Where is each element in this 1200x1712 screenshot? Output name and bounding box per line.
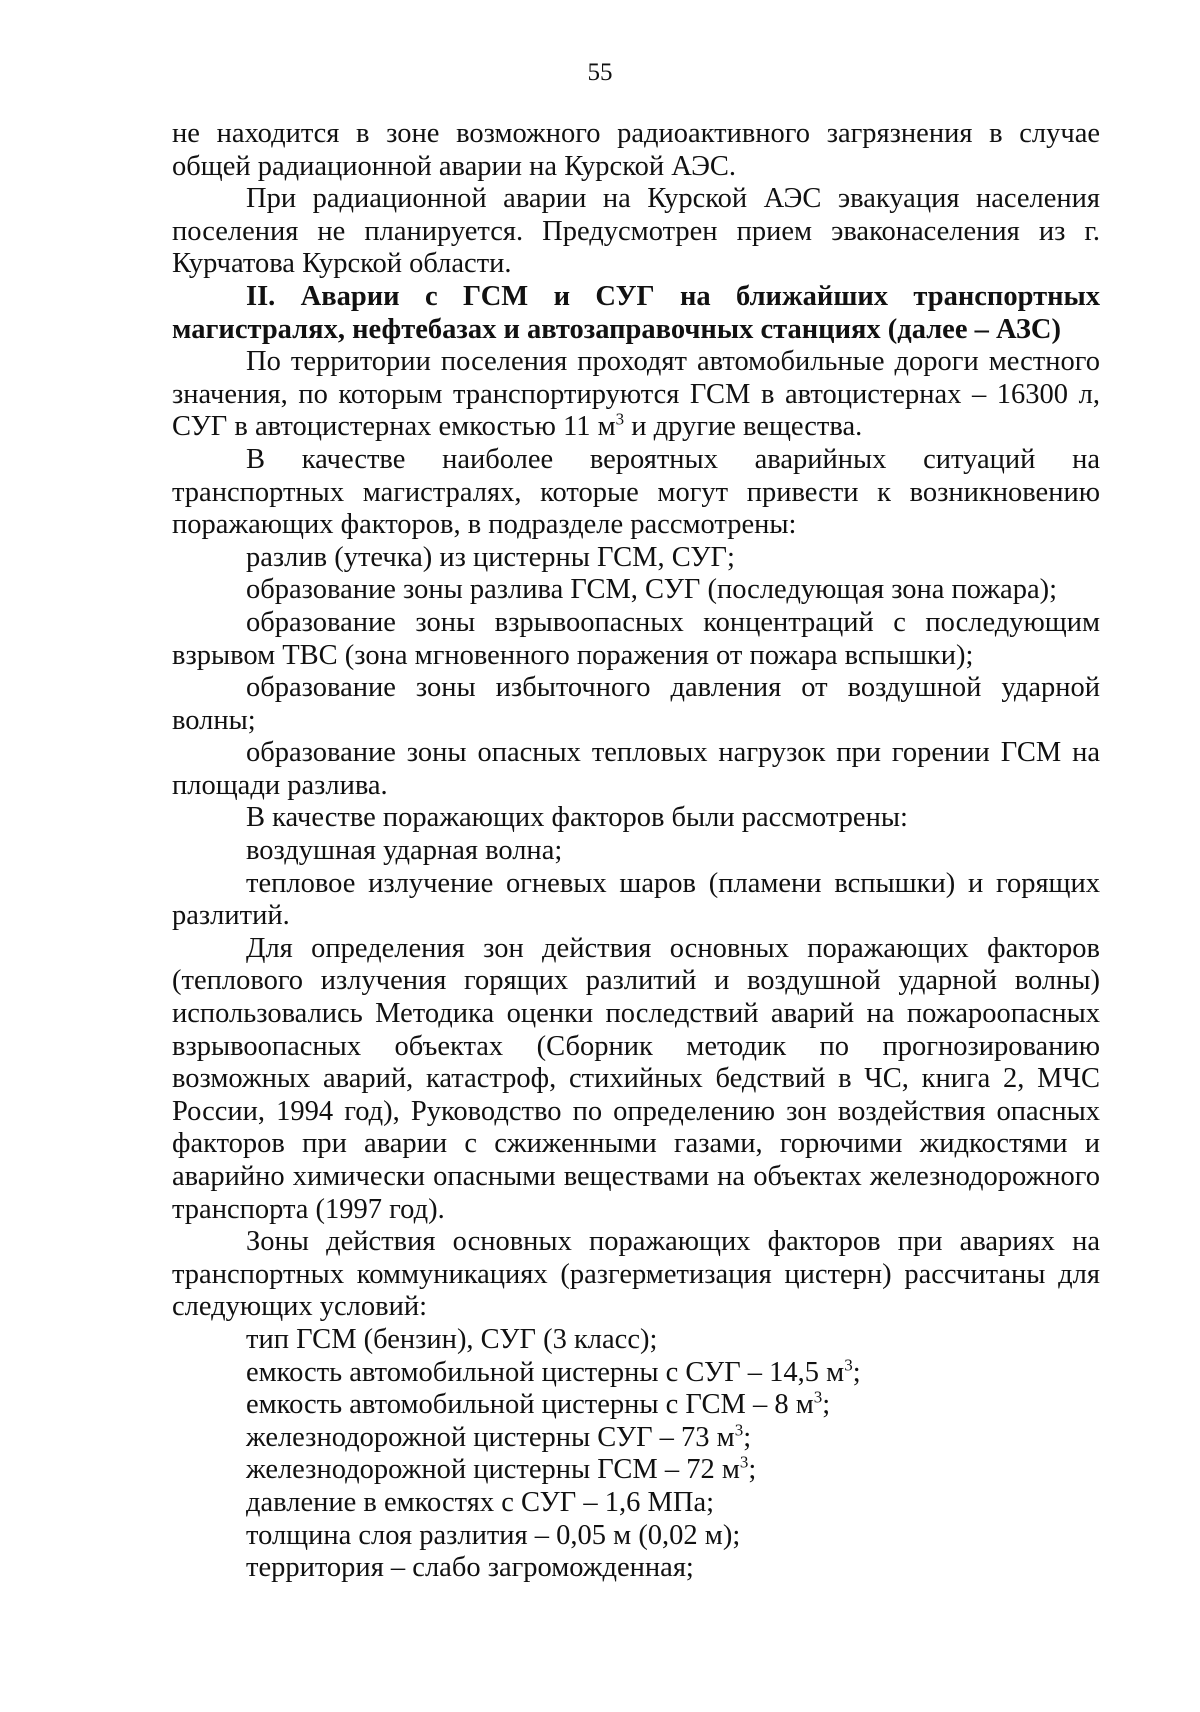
condition-item: давление в емкостях с СУГ – 1,6 МПа;: [246, 1486, 715, 1518]
condition-item: емкость автомобильной цистерны с СУГ – 14,5 $м^3$;: [246, 1355, 861, 1388]
document-body: [172, 118, 1100, 1585]
transport-tail: и другие вещества.: [624, 411, 863, 443]
situation-item: разлив (утечка) из цистерны ГСМ, СУГ;: [246, 541, 735, 573]
paragraph-factors-intro: В качестве поражающих факторов были рассмотрены:: [246, 802, 908, 834]
situation-item: образование зоны опасных тепловых нагрузок при горении ГСМ на площади разлива.: [172, 737, 1100, 801]
transport-sup: 3: [615, 409, 625, 429]
section-heading: II. Аварии с ГСМ и СУГ на ближайших транспортных магистралях, нефтебазах и автозаправочных станциях (далее – АЗС): [172, 280, 1100, 345]
condition-item: емкость автомобильной цистерны с ГСМ – 8 $м^3$;: [246, 1387, 831, 1421]
situation-item: образование зоны взрывоопасных концентраций с последующим взрывом ТВС (зона мгновенного поражения от пожара вспышки);: [172, 606, 1100, 671]
condition-item: железнодорожной цистерны СУГ – 73 $м^3$;: [246, 1420, 752, 1453]
condition-item: толщина слоя разлития – 0,05 м (0,02 м);: [246, 1519, 741, 1551]
paragraph-conditions-intro: Зоны действия основных поражающих факторов при авариях на транспортных коммуникациях (разгерметизация цистерн) рассчитаны для следующих условий:: [172, 1226, 1100, 1323]
situation-item: образование зоны избыточного давления от воздушной ударной волны;: [172, 672, 1100, 736]
transport-text: По территории поселения проходят автомобильные дороги местного значения, по которым транспортируются ГСМ в автоцистернах – 16300 л, СУГ в автоцистернах емкостью 11 м: [172, 346, 1100, 443]
page-number: 55: [587, 59, 613, 86]
paragraph-continuation: не находится в зоне возможного радиоактивного загрязнения в случае общей радиационной аварии на Курской АЭС.: [172, 118, 1100, 182]
paragraph-methods: Для определения зон действия основных поражающих факторов (теплового излучения горящих разлитий и воздушной ударной волны) использовались Методика оценки последствий аварий на пожароопасных взрывоопасных объектах (Сборник методик по прогнозированию возможных аварий, катастроф, стихийных бедствий в ЧС, книга 2, МЧС России, 1994 год), Руководство по определению зон воздействия опасных факторов при аварии с сжиженными газами, горючими жидкостями и аварийно химически опасными веществами на объектах железнодорожного транспорта (1997 год).: [172, 932, 1100, 1225]
condition-item: тип ГСМ (бензин), СУГ (3 класс);: [246, 1323, 658, 1355]
paragraph-transport: [172, 346, 1100, 444]
condition-item: территория – слабо загроможденная;: [246, 1552, 694, 1584]
condition-item: железнодорожной цистерны ГСМ – 72 $м^3$;: [246, 1452, 757, 1486]
factor-item: тепловое излучение огневых шаров (пламени вспышки) и горящих разлитий.: [172, 867, 1100, 932]
paragraph-evacuation: При радиационной аварии на Курской АЭС эвакуация населения поселения не планируется. Предусмотрен прием эваконаселения из г. Курчатова Курской области.: [172, 183, 1100, 280]
factor-item: воздушная ударная волна;: [246, 835, 563, 867]
paragraph-situations-intro: В качестве наиболее вероятных аварийных ситуаций на транспортных магистралях, которые могут привести к возникновению поражающих факторов, в подразделе рассмотрены:: [172, 443, 1100, 541]
situation-item: образование зоны разлива ГСМ, СУГ (последующая зона пожара);: [246, 574, 1057, 606]
